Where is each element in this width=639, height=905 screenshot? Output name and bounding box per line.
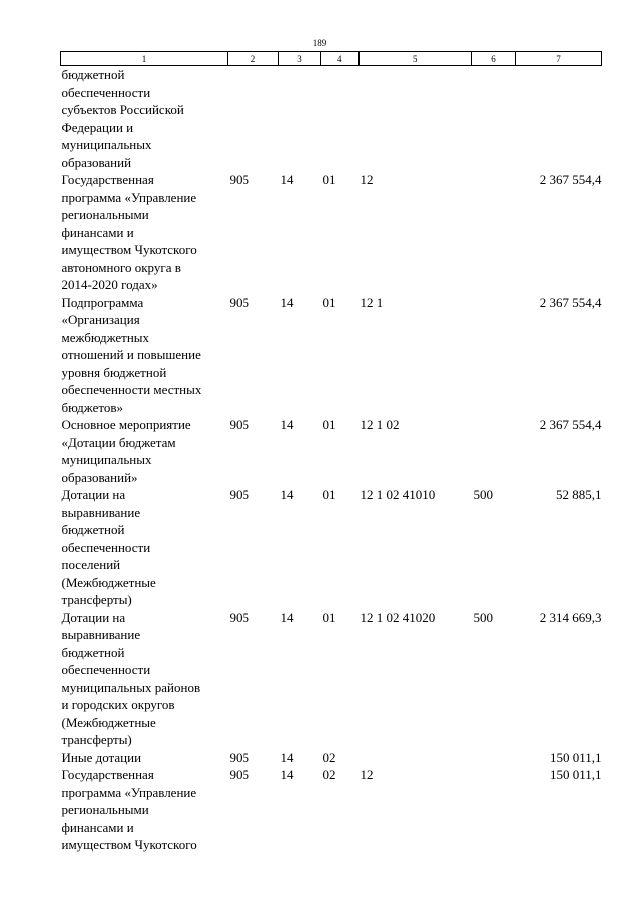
row-section-code: 14 <box>280 417 294 432</box>
row-gr-code <box>228 66 279 172</box>
row-name: Дотации на выравнивание бюджетной обеспеченности поселений (Межбюджетные трансферты) <box>61 487 156 607</box>
row-name: Основное мероприятие «Дотации бюджетам муниципальных образований» <box>61 417 191 485</box>
row-expense-type-code <box>472 66 516 172</box>
column-number-1: 1 <box>61 52 228 66</box>
row-subsection-code <box>321 66 359 172</box>
row-section-code: 14 <box>280 749 294 765</box>
row-expense-type-code: 500 <box>473 609 493 625</box>
row-expense-type-code: 500 <box>473 487 493 502</box>
row-subsection-code: 01 <box>322 609 336 625</box>
row-subsection-code: 01 <box>322 294 336 310</box>
row-subsection-code: 01 <box>322 417 336 432</box>
table-body <box>61 66 602 854</box>
row-amount: 150 011,1 <box>549 749 602 765</box>
row-amount: 150 011,1 <box>549 767 602 782</box>
row-subsection-code: 01 <box>322 172 336 187</box>
table-row <box>61 416 602 486</box>
budget-table <box>60 51 602 854</box>
row-target-code <box>359 749 472 767</box>
row-section-code: 14 <box>280 487 294 502</box>
row-amount: 2 367 554,4 <box>539 294 602 310</box>
column-number-5: 5 <box>359 52 472 66</box>
row-target-code: 12 1 02 41020 <box>360 609 436 625</box>
table-row <box>61 766 602 854</box>
table-row <box>61 294 602 417</box>
row-gr-code: 905 <box>229 767 249 782</box>
row-expense-type-code <box>472 171 516 294</box>
row-name: Подпрограмма «Организация межбюджетных отношений и повышение уровня бюджетной обеспеченности местных бюджетов» <box>61 294 202 415</box>
row-name: Дотации на выравнивание бюджетной обеспеченности муниципальных районов и городских округов (Межбюджетные трансферты) <box>61 609 201 747</box>
table-row <box>61 486 602 609</box>
row-gr-code: 905 <box>229 487 249 502</box>
row-section-code: 14 <box>280 172 294 187</box>
row-section-code: 14 <box>280 294 294 310</box>
table-row <box>61 609 602 749</box>
table-header <box>61 52 602 66</box>
row-target-code: 12 <box>360 172 374 187</box>
row-name: Иные дотации <box>61 749 142 765</box>
row-gr-code: 905 <box>229 609 249 625</box>
row-name: Государственная программа «Управление региональными финансами и имуществом Чукотского <box>61 767 197 852</box>
row-target-code: 12 1 02 <box>360 417 400 432</box>
row-subsection-code: 02 <box>322 749 336 765</box>
column-number-3: 3 <box>279 52 321 66</box>
row-expense-type-code <box>472 749 516 767</box>
row-gr-code: 905 <box>229 172 249 187</box>
row-gr-code: 905 <box>229 294 249 310</box>
row-amount <box>516 66 602 172</box>
row-amount: 2 314 669,3 <box>539 609 602 625</box>
row-target-code: 12 <box>360 767 374 782</box>
row-gr-code: 905 <box>229 417 249 432</box>
row-target-code <box>359 66 472 172</box>
row-amount: 52 885,1 <box>556 487 602 502</box>
row-section-code: 14 <box>280 767 294 782</box>
row-subsection-code: 01 <box>322 487 336 502</box>
row-expense-type-code <box>472 416 516 486</box>
row-amount: 2 367 554,4 <box>539 417 602 432</box>
row-section-code <box>279 66 321 172</box>
row-target-code: 12 1 <box>360 294 384 310</box>
row-subsection-code: 02 <box>322 767 336 782</box>
row-name: Государственная программа «Управление региональными финансами и имуществом Чукотского автономного округа в 2014-2020 годах» <box>61 172 197 292</box>
row-target-code: 12 1 02 41010 <box>360 487 436 502</box>
column-number-2: 2 <box>228 52 279 66</box>
row-name: бюджетной обеспеченности субъектов Российской Федерации и муниципальных образований <box>61 67 184 170</box>
column-number-4: 4 <box>321 52 359 66</box>
row-amount: 2 367 554,4 <box>539 172 602 187</box>
row-gr-code: 905 <box>229 749 249 765</box>
column-number-row <box>61 52 602 66</box>
table-row <box>61 749 602 767</box>
table-row <box>61 171 602 294</box>
row-expense-type-code <box>472 766 516 854</box>
page-number: 189 <box>312 38 327 48</box>
row-expense-type-code <box>472 294 516 417</box>
table-row <box>61 66 602 172</box>
column-number-6: 6 <box>472 52 516 66</box>
row-section-code: 14 <box>280 609 294 625</box>
column-number-7: 7 <box>516 52 602 66</box>
